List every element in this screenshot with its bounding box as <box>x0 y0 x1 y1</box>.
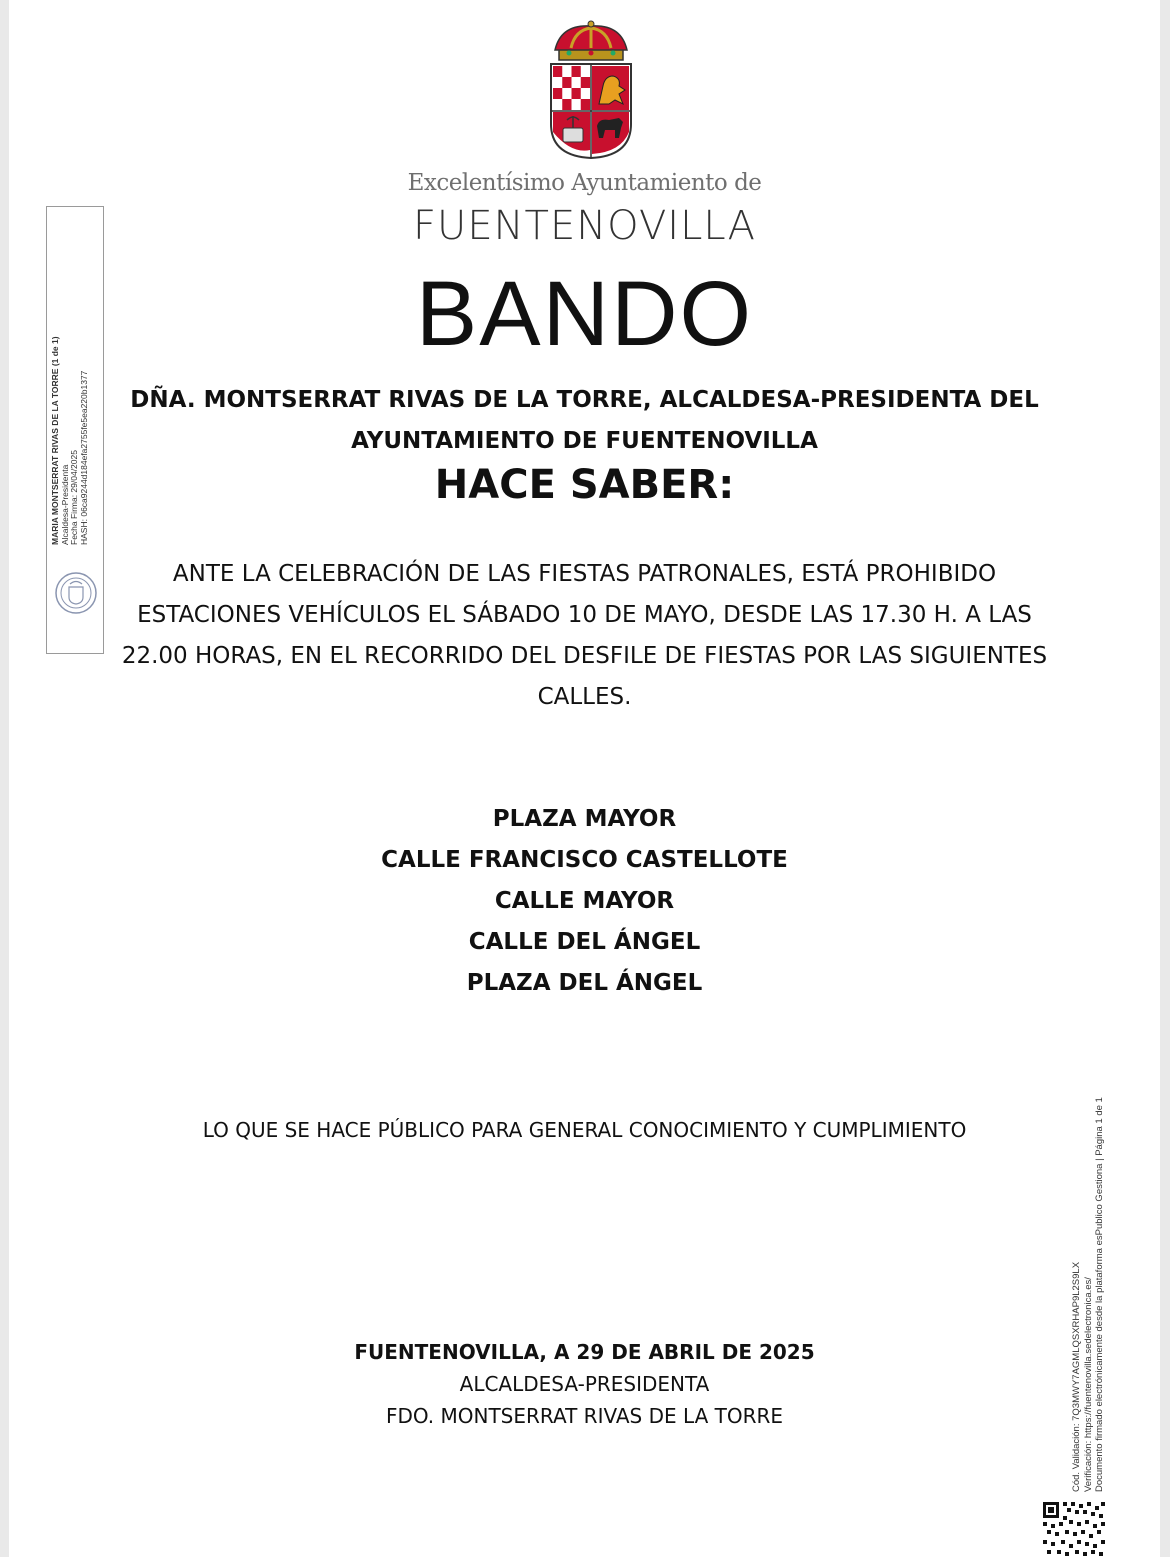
place-date: FUENTENOVILLA, A 29 DE ABRIL DE 2025 <box>354 1340 815 1364</box>
stamp-text <box>51 305 99 545</box>
street-list <box>9 799 1160 1004</box>
street-item: PLAZA MAYOR <box>492 806 677 832</box>
platform-note: Documento firmado electrónicamente desde la plataforma esPublico Gestiona | Página 1 de 1 <box>1094 1097 1105 1492</box>
signer-role: ALCALDESA-PRESIDENTA <box>459 1372 710 1396</box>
street-item: CALLE FRANCISCO CASTELLOTE <box>381 847 788 873</box>
document-title: BANDO <box>415 263 754 365</box>
street-item: PLAZA DEL ÁNGEL <box>466 970 703 996</box>
street-item: CALLE DEL ÁNGEL <box>468 929 701 955</box>
coat-of-arms-icon <box>541 20 641 160</box>
street-item: CALLE MAYOR <box>494 888 675 914</box>
verification-url[interactable]: Verificación: https://fuentenovilla.sedelectronica.es/ <box>1082 1277 1094 1492</box>
official-seal-icon <box>54 571 98 615</box>
stamp-role: Alcaldesa-Presidenta <box>59 464 70 545</box>
signature-block <box>9 1336 1160 1432</box>
stamp-signer: MARIA MONTSERRAT RIVAS DE LA TORRE (1 de 1) <box>50 336 60 545</box>
document-page <box>9 0 1160 1557</box>
verification-text <box>1071 1012 1111 1492</box>
notice-body: ANTE LA CELEBRACIÓN DE LAS FIESTAS PATRONALES, ESTÁ PROHIBIDO ESTACIONES VEHÍCULOS EL SÁBADO 10 DE MAYO, DESDE LAS 17.30 H. A LAS 22.00 HORAS, EN EL RECORRIDO DEL DESFILE DE FIESTAS POR LAS SIGUIENTES CALLES. <box>121 561 1048 710</box>
validation-code: Cód. Validación: 7Q3MWY7AGMLQSXRHAP9L2S9LX <box>1071 1261 1082 1492</box>
institution-name: Excelentísimo Ayuntamiento de <box>407 170 762 196</box>
stamp-date: Fecha Firma: 29/04/2025 <box>69 450 79 545</box>
signature-stamp <box>46 206 104 654</box>
town-name: FUENTENOVILLA <box>413 203 756 249</box>
public-notice-line: LO QUE SE HACE PÚBLICO PARA GENERAL CONOCIMIENTO Y CUMPLIMIENTO <box>202 1118 967 1142</box>
hace-saber-heading: HACE SABER: <box>434 462 735 508</box>
signer-name: FDO. MONTSERRAT RIVAS DE LA TORRE <box>385 1404 784 1428</box>
mayor-line: DÑA. MONTSERRAT RIVAS DE LA TORRE, ALCALDESA-PRESIDENTA DEL AYUNTAMIENTO DE FUENTENOVILLA <box>130 387 1039 454</box>
stamp-hash: HASH: 06ca9244d184efa2755fe5ea220b1377 <box>78 370 89 545</box>
qr-code-icon[interactable] <box>1041 1500 1107 1557</box>
